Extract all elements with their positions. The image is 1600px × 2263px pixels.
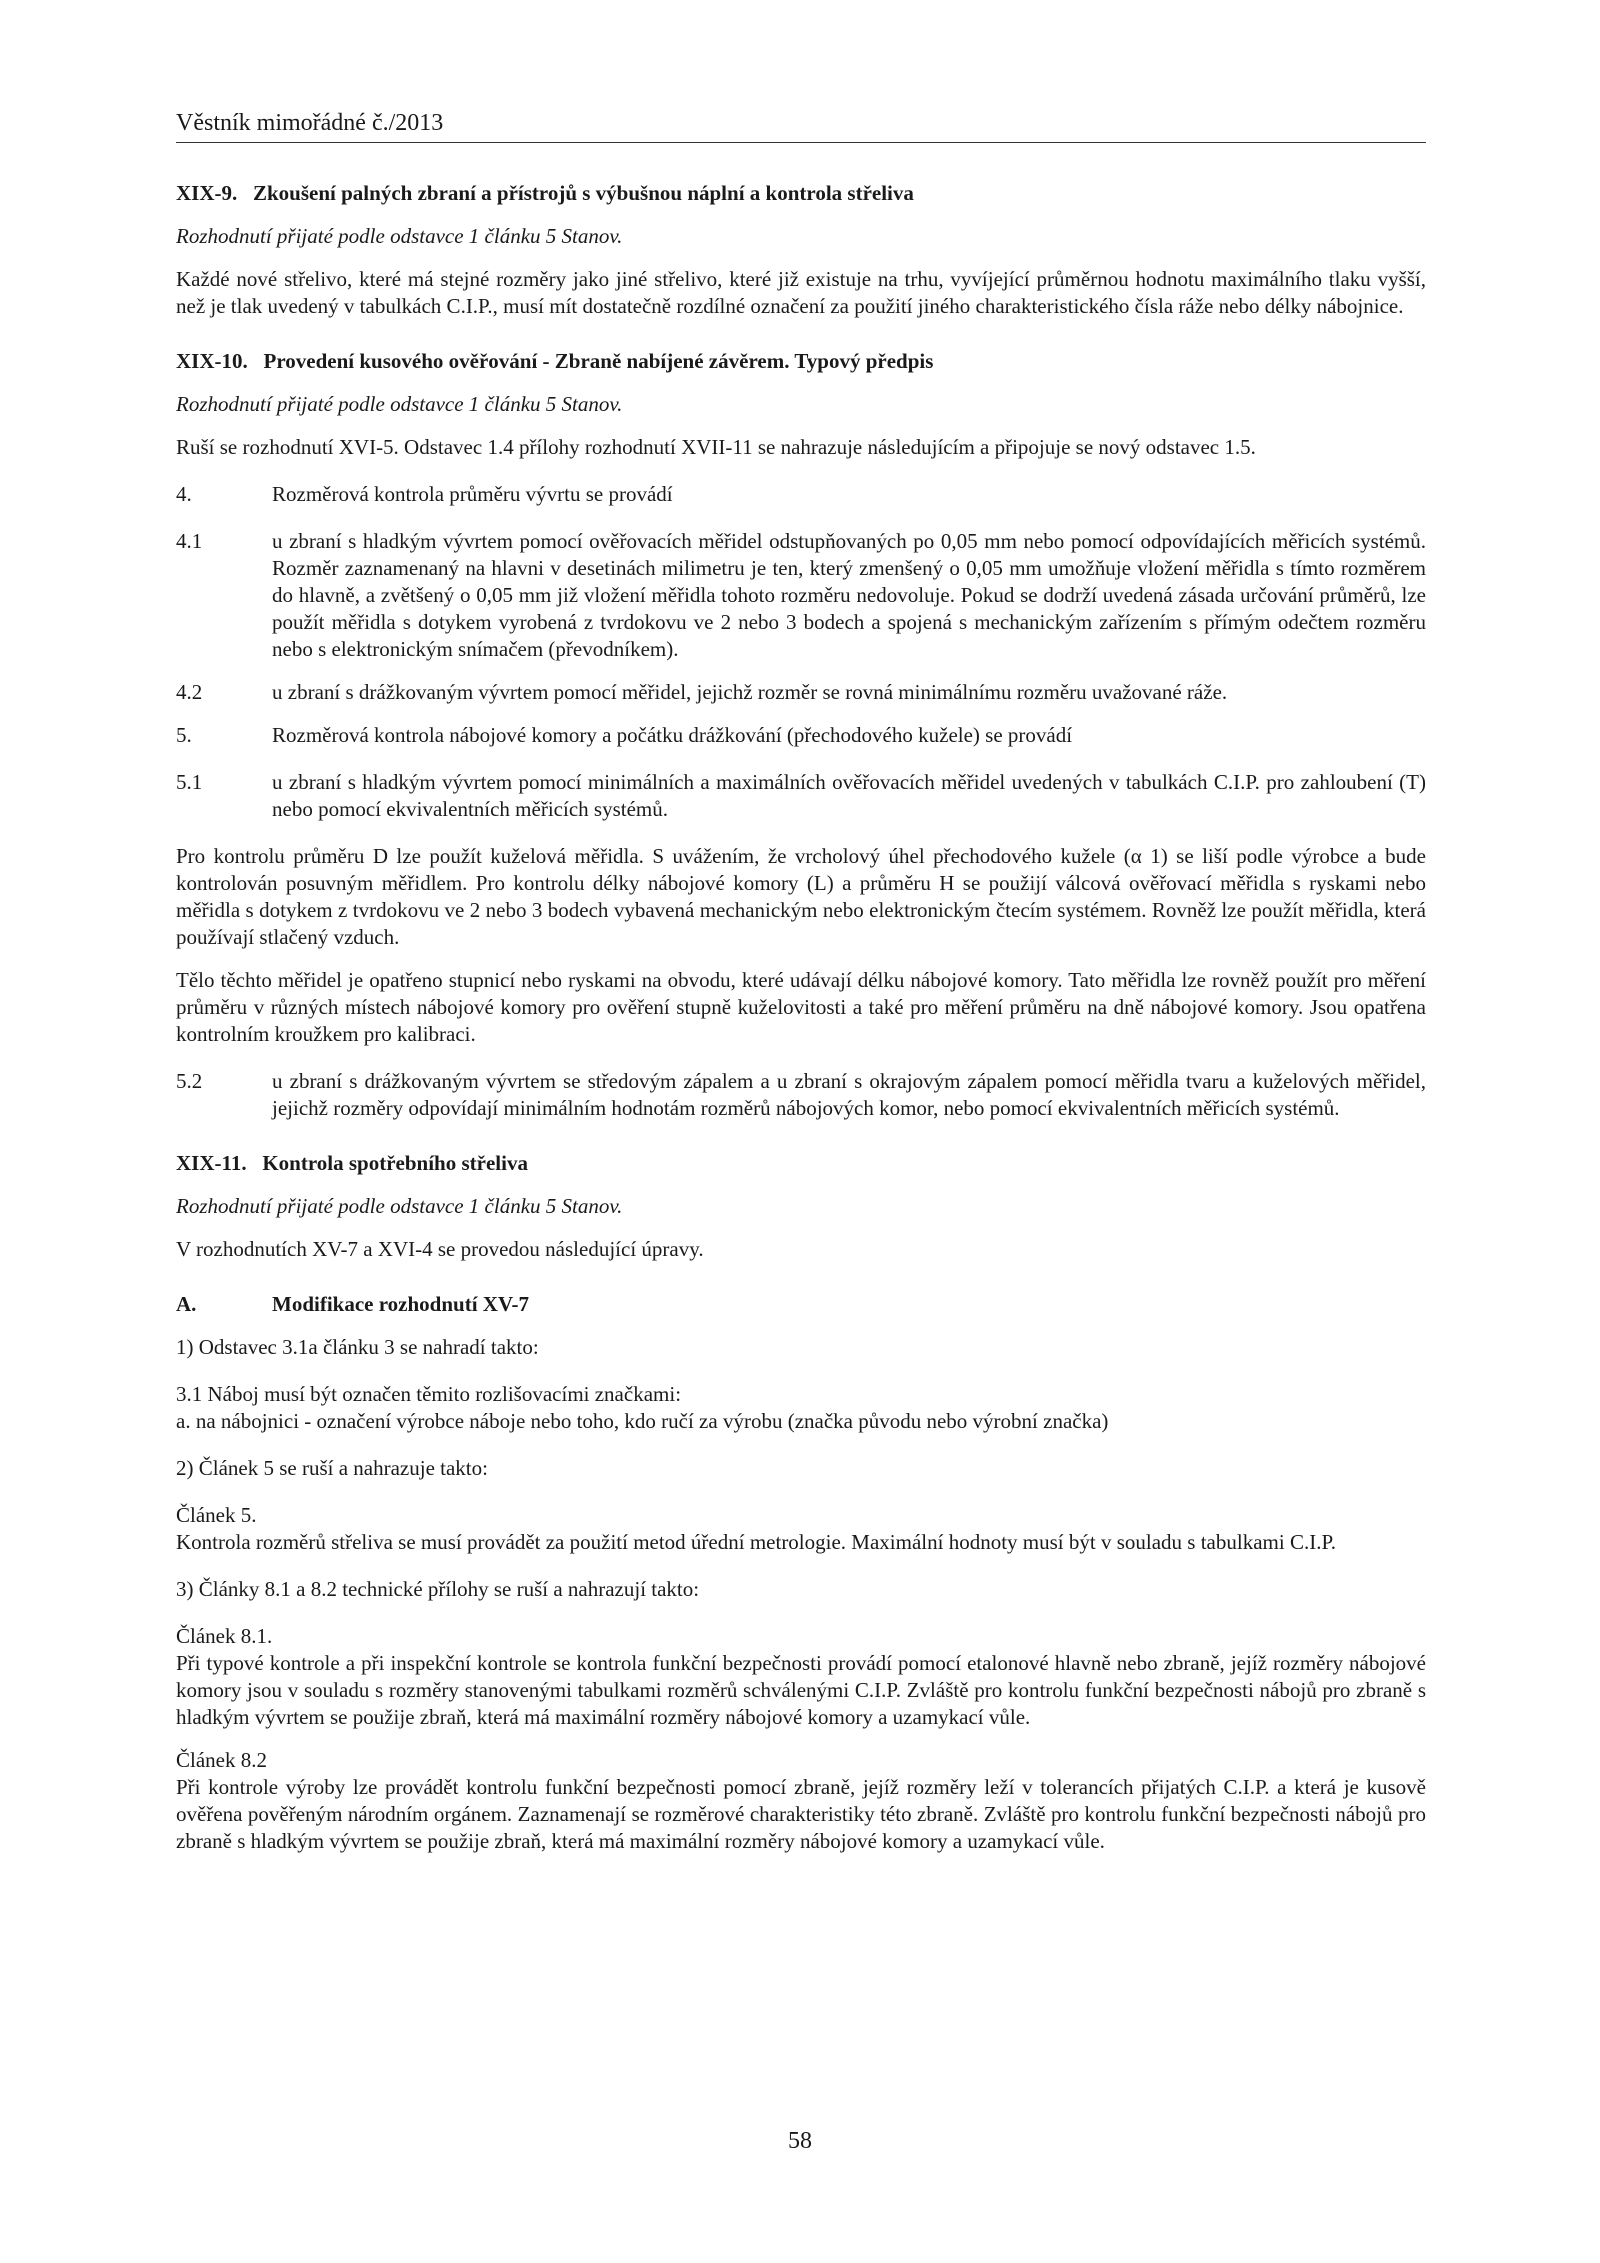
section-number: XIX-10.	[176, 349, 248, 373]
item-text: u zbraní s hladkým vývrtem pomocí minimálních a maximálních ověřovacích měřidel uvedených v tabulkách C.I.P. pro zahloubení (T) nebo pomocí ekvivalentních měřicích systémů.	[272, 770, 1426, 821]
item-number: 5.1	[176, 770, 203, 794]
item-number: 5.2	[176, 1069, 203, 1093]
subsection-letter: A.	[176, 1292, 197, 1316]
item-text: Rozměrová kontrola průměru vývrtu se provádí	[272, 482, 673, 506]
numbered-item	[176, 481, 1426, 508]
section-title: Kontrola spotřebního střeliva	[262, 1151, 528, 1175]
article-title: Článek 5.	[176, 1503, 257, 1527]
item-number: 4.1	[176, 529, 203, 553]
paragraph: Každé nové střelivo, které má stejné rozměry jako jiné střelivo, které již existuje na trhu, vyvíjející průměrnou hodnotu maximálního tlaku vyšší, než je tlak uvedený v tabulkách C.I.P., musí mít dostatečně rozdílné označení za použití jiného charakteristického čísla ráže nebo délky nábojnice.	[176, 267, 1426, 318]
item-text: u zbraní s drážkovaným vývrtem se středovým zápalem a u zbraní s okrajovým zápalem pomocí měřidla tvaru a kuželových měřidel, jejichž rozměry odpovídají minimálním hodnotám rozměrů nábojových komor, nebo pomocí ekvivalentních měřicích systémů.	[272, 1069, 1426, 1120]
article-text: Při typové kontrole a při inspekční kontrole se kontrola funkční bezpečnosti provádí pomocí etalonové hlavně nebo zbraně, jejíž rozměry nábojové komory jsou v souladu s rozměry stanovenými tabulkami rozměrů schválenými C.I.P. Zvláště pro kontrolu funkční bezpečnosti nábojů pro zbraně s hladkým vývrtem se použije zbraň, která má maximální rozměry nábojové komory a uzamykací vůle.	[176, 1651, 1426, 1729]
section-title: Provedení kusového ověřování - Zbraně nabíjené závěrem. Typový předpis	[263, 349, 934, 373]
numbered-item	[176, 679, 1426, 706]
article-text: Při kontrole výroby lze provádět kontrolu funkční bezpečnosti pomocí zbraně, jejíž rozměry leží v tolerancích přijatých C.I.P. a která je kusově ověřena pověřeným národním orgánem. Zaznamenají se rozměrové charakteristiky této zbraně. Zvláště pro kontrolu funkční bezpečnosti nábojů pro zbraně s hladkým vývrtem se použije zbraň, která má maximální rozměry nábojové komory a uzamykací vůle.	[176, 1775, 1426, 1853]
numbered-item	[176, 1068, 1426, 1122]
section-heading-xix-11	[176, 1150, 1426, 1177]
item-text: Rozměrová kontrola nábojové komory a počátku drážkování (přechodového kužele) se provádí	[272, 723, 1073, 747]
page-content	[176, 180, 1426, 1855]
indented-paragraph: Pro kontrolu průměru D lze použít kuželová měřidla. S uvážením, že vrcholový úhel přechodového kužele (α 1) se liší podle výrobce a bude kontrolován posuvným měřidlem. Pro kontrolu délky nábojové komory (L) a průměru H se použijí válcová ověřovací měřidla s ryskami nebo měřidla s dotykem z tvrdokovu ve 2 nebo 3 bodech vybavená mechanickým nebo elektronickým čtecím systémem. Rovněž lze použít měřidla, která používají stlačený vzduch.	[176, 844, 1426, 949]
article-title: Článek 8.1.	[176, 1624, 273, 1648]
article-text: Kontrola rozměrů střeliva se musí provádět za použití metod úřední metrologie. Maximální hodnoty musí být v souladu s tabulkami C.I.P.	[176, 1530, 1337, 1554]
item-text: u zbraní s hladkým vývrtem pomocí ověřovacích měřidel odstupňovaných po 0,05 mm nebo pomocí odpovídajících měřicích systémů. Rozměr zaznamenaný na hlavni v desetinách milimetru je ten, který zmenšený o 0,05 mm umožňuje vložení měřidla s tímto rozměrem do hlavně, a zvětšený o 0,05 mm již vložení měřidla tohoto rozměru nedovoluje. Pokud se dodrží uvedená zásada určování průměrů, lze použít měřidla s dotykem vyrobená z tvrdokovu ve 2 nebo 3 bodech a spojená s mechanickým zařízením s přímým odečtem rozměru nebo s elektronickým snímačem (převodníkem).	[272, 529, 1426, 661]
decision-note: Rozhodnutí přijaté podle odstavce 1 článku 5 Stanov.	[176, 1194, 623, 1218]
section-number: XIX-9.	[176, 181, 238, 205]
item-number: 4.	[176, 482, 192, 506]
quoted-text: a. na nábojnici - označení výrobce náboje nebo toho, kdo ručí za výrobu (značka původu nebo výrobní značka)	[176, 1409, 1109, 1433]
item-number: 5.	[176, 723, 192, 747]
numbered-item	[176, 769, 1426, 823]
amendment-item: 1) Odstavec 3.1a článku 3 se nahradí takto:	[176, 1335, 539, 1359]
section-title: Zkoušení palných zbraní a přístrojů s výbušnou náplní a kontrola střeliva	[253, 181, 914, 205]
amendment-item: 2) Článek 5 se ruší a nahrazuje takto:	[176, 1456, 488, 1480]
decision-note: Rozhodnutí přijaté podle odstavce 1 článku 5 Stanov.	[176, 224, 623, 248]
item-text: u zbraní s drážkovaným vývrtem pomocí měřidel, jejichž rozměr se rovná minimálnímu rozměru uvažované ráže.	[272, 680, 1228, 704]
numbered-item	[176, 528, 1426, 663]
subsection-title: Modifikace rozhodnutí XV-7	[272, 1292, 530, 1316]
page-number: 58	[788, 2128, 812, 2154]
indented-paragraph: Tělo těchto měřidel je opatřeno stupnicí nebo ryskami na obvodu, které udávají délku nábojové komory. Tato měřidla lze rovněž použít pro měření průměru v různých místech nábojové komory pro ověření stupně kuželovitosti a také pro měření průměru na dně nábojové komory. Jsou opatřena kontrolním kroužkem pro kalibraci.	[176, 968, 1426, 1046]
quoted-text: 3.1 Náboj musí být označen těmito rozlišovacími značkami:	[176, 1382, 682, 1406]
section-number: XIX-11.	[176, 1151, 247, 1175]
decision-note: Rozhodnutí přijaté podle odstavce 1 článku 5 Stanov.	[176, 392, 623, 416]
paragraph: Ruší se rozhodnutí XVI-5. Odstavec 1.4 přílohy rozhodnutí XVII-11 se nahrazuje následujícím a připojuje se nový odstavec 1.5.	[176, 435, 1256, 459]
numbered-item	[176, 722, 1426, 749]
item-number: 4.2	[176, 680, 203, 704]
section-heading-xix-10	[176, 348, 1426, 375]
paragraph: V rozhodnutích XV-7 a XVI-4 se provedou následující úpravy.	[176, 1237, 704, 1261]
running-header: Věstník mimořádné č./2013	[176, 108, 1426, 143]
subsection-heading	[176, 1291, 1426, 1318]
article-title: Článek 8.2	[176, 1748, 267, 1772]
amendment-item: 3) Články 8.1 a 8.2 technické přílohy se ruší a nahrazují takto:	[176, 1577, 700, 1601]
section-heading-xix-9	[176, 180, 1426, 207]
